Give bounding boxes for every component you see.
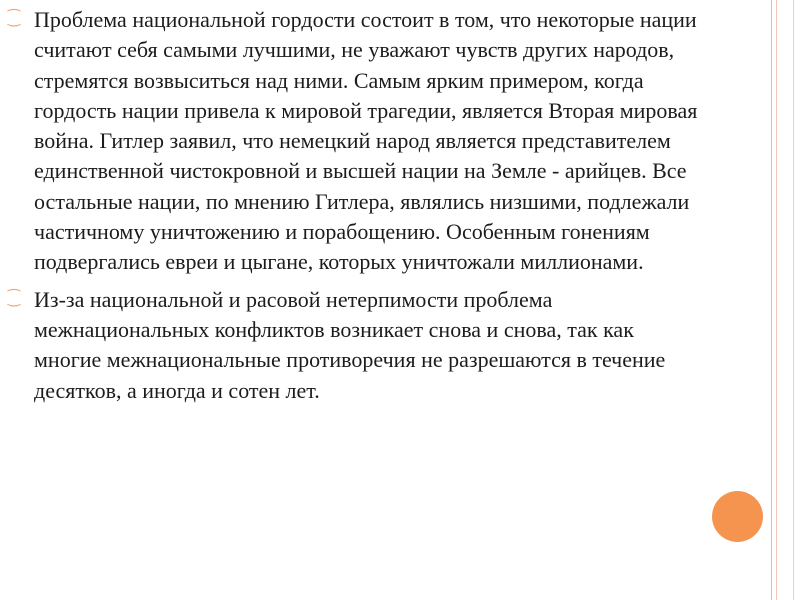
bullet-text: Проблема национальной гордости состоит в том, что некоторые нации считают себя самыми лучшими, не уважают чувств других народов, стремятся возвыситься над ними. Самым ярким примером, когда гордость нации привела к мировой трагедии, является Вторая мировая война. Гитлер заявил, что немецкий народ является представителем единственной чистокровной и высшей нации на Земле - арийцев. Все остальные нации, по мнению Гитлера, являлись низшими, подлежали частичному уничтожению и порабощению. Особенным гонениям подвергались евреи и цыгане, которых уничтожали миллионами. [34,7,698,275]
bullet-paragraph [8,5,698,278]
frame-line-right [793,0,794,600]
bullet-marker-icon: ⁐ [8,9,21,27]
bullet-text: Из-за национальной и расовой нетерпимости проблема межнациональных конфликтов возникает снова и снова, так как многие межнациональные противоречия не разрешаются в течение десятков, а иногда и сотен лет. [34,286,666,403]
bullet-marker-icon: ⁐ [8,288,21,307]
frame-line-middle [776,0,777,600]
slide-content [8,0,698,406]
bullet-paragraph [8,285,698,406]
accent-circle [712,491,763,542]
frame-line-left [771,0,772,600]
